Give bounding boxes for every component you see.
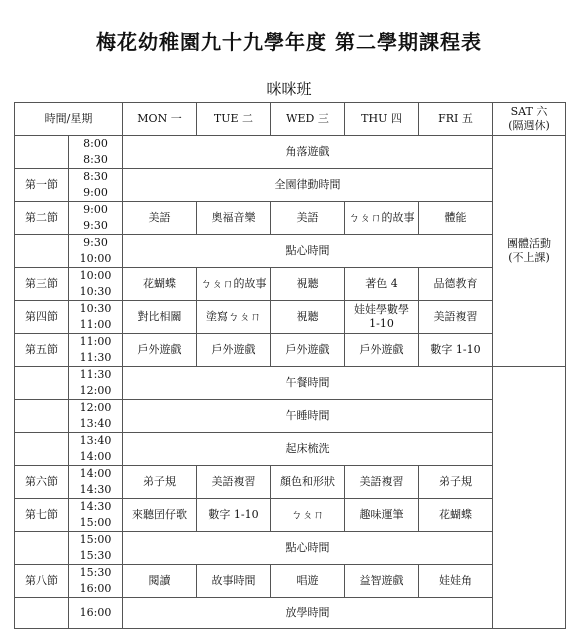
class-cell: 對比相關 [137,310,182,323]
table-row [15,598,566,629]
header-sat-note: (隔週休) [508,119,550,132]
time-end: 10:30 [79,285,112,298]
class-cell: 閱讀 [148,574,171,587]
time-end: 9:00 [83,186,108,199]
header-time-week: 時間/星期 [15,103,123,136]
class-cell-wrap [419,202,493,235]
shared-activity: 放學時間 [123,598,493,629]
table-row [15,367,566,400]
header-row [15,103,566,136]
time-cell [69,169,123,202]
time-end: 13:40 [79,417,112,430]
class-cell-wrap [419,268,493,301]
class-cell-wrap [123,499,197,532]
time-start: 9:00 [83,203,108,216]
class-cell-wrap [345,301,419,334]
page-title: 梅花幼稚園九十九學年度 第二學期課程表 [96,30,482,54]
class-cell-wrap [123,301,197,334]
time-start: 15:00 [79,533,112,546]
class-cell: 故事時間 [211,574,256,587]
time-cell [69,136,123,169]
class-cell-wrap [419,466,493,499]
class-cell: 娃娃學數學 1-10 [354,303,409,330]
class-cell-wrap [271,334,345,367]
class-cell-wrap [271,268,345,301]
class-cell: 益智遊戲 [359,574,404,587]
table-row [15,169,566,202]
table-row [15,235,566,268]
period-label: 第二節 [15,202,69,235]
time-end: 14:30 [79,483,112,496]
class-cell: 花蝴蝶 [439,508,472,521]
class-cell: 數字 1-10 [208,508,259,521]
time-start: 12:00 [79,401,112,414]
class-cell: 戶外遊戲 [285,343,330,356]
time-start: 10:30 [79,302,112,315]
class-cell: 塗寫ㄅㄆㄇ [206,310,261,323]
header-thu: THU 四 [345,103,419,136]
time-start: 8:00 [83,137,108,150]
class-cell-wrap [345,565,419,598]
class-cell-wrap [197,301,271,334]
time-cell [69,565,123,598]
time-start: 11:30 [79,368,112,381]
shared-activity: 全園律動時間 [123,169,493,202]
shared-activity: 角落遊戲 [123,136,493,169]
class-cell-wrap [419,334,493,367]
time-end: 15:00 [79,516,112,529]
time-end: 8:30 [83,153,108,166]
period-label: 第八節 [15,565,69,598]
period-label [15,367,69,400]
class-cell: 戶外遊戲 [137,343,182,356]
class-cell: 唱遊 [296,574,319,587]
time-cell [69,466,123,499]
table-row [15,532,566,565]
period-label [15,400,69,433]
header-mon: MON 一 [123,103,197,136]
class-cell-wrap [197,565,271,598]
class-cell-wrap [271,466,345,499]
schedule-table [14,102,566,629]
class-cell-wrap [123,268,197,301]
saturday-activity-label: 團體活動 [507,237,551,250]
class-cell-wrap [419,499,493,532]
saturday-empty [493,367,566,629]
schedule-body [15,136,566,629]
class-cell-wrap [419,565,493,598]
class-cell: 品德教育 [433,277,478,290]
header-fri: FRI 五 [419,103,493,136]
class-cell: 美語 [296,211,319,224]
saturday-activity-note: (不上課) [508,251,550,264]
time-cell [69,367,123,400]
period-label: 第六節 [15,466,69,499]
class-cell: 弟子規 [439,475,472,488]
header-sat-day: SAT 六 [510,105,548,118]
time-start: 9:30 [83,236,108,249]
time-end: 15:30 [79,549,112,562]
class-cell: 視聽 [296,310,319,323]
header-tue: TUE 二 [197,103,271,136]
class-cell: ㄅㄆㄇ [291,508,324,521]
class-cell-wrap [123,565,197,598]
table-row [15,334,566,367]
class-cell: 花蝴蝶 [143,277,176,290]
class-cell: 美語複習 [359,475,404,488]
time-start: 16:00 [79,606,112,619]
time-cell [69,400,123,433]
time-start: 10:00 [79,269,112,282]
period-label [15,136,69,169]
class-cell: 趣味運筆 [359,508,404,521]
time-end: 16:00 [79,582,112,595]
class-cell: 數字 1-10 [430,343,481,356]
time-cell [69,301,123,334]
class-cell: 視聽 [296,277,319,290]
class-cell-wrap [345,202,419,235]
period-label: 第五節 [15,334,69,367]
class-cell-wrap [197,202,271,235]
time-start: 11:00 [79,335,112,348]
class-cell: 美語複習 [433,310,478,323]
shared-activity: 起床梳洗 [123,433,493,466]
table-row [15,202,566,235]
time-start: 13:40 [79,434,112,447]
period-label [15,235,69,268]
class-cell-wrap [345,268,419,301]
class-cell: 奧福音樂 [211,211,256,224]
class-cell-wrap [123,334,197,367]
time-cell [69,598,123,629]
class-cell: 著色 4 [365,277,398,290]
time-cell [69,532,123,565]
class-cell-wrap [271,202,345,235]
class-cell-wrap [197,466,271,499]
shared-activity: 午餐時間 [123,367,493,400]
period-label [15,532,69,565]
class-cell: 弟子規 [143,475,176,488]
class-cell-wrap [345,499,419,532]
header-sat [493,103,566,136]
class-cell-wrap [345,466,419,499]
time-cell [69,268,123,301]
class-cell-wrap [123,202,197,235]
class-cell: 來聽囝仔歌 [132,508,187,521]
class-cell-wrap [197,499,271,532]
time-start: 8:30 [83,170,108,183]
time-start: 14:30 [79,500,112,513]
time-end: 9:30 [83,219,108,232]
class-cell: 美語複習 [211,475,256,488]
header-wed: WED 三 [271,103,345,136]
class-cell: 戶外遊戲 [359,343,404,356]
class-cell: 體能 [444,211,467,224]
period-label: 第七節 [15,499,69,532]
time-end: 11:30 [79,351,112,364]
time-end: 11:00 [79,318,112,331]
time-cell [69,433,123,466]
period-label: 第四節 [15,301,69,334]
time-cell [69,499,123,532]
period-label: 第三節 [15,268,69,301]
class-name: 咪咪班 [266,80,312,98]
class-cell: 顏色和形狀 [280,475,335,488]
time-cell [69,334,123,367]
class-cell-wrap [419,301,493,334]
class-cell-wrap [123,466,197,499]
class-cell-wrap [271,565,345,598]
shared-activity: 點心時間 [123,532,493,565]
class-cell: 戶外遊戲 [211,343,256,356]
table-row [15,268,566,301]
shared-activity: 點心時間 [123,235,493,268]
class-cell: 美語 [148,211,171,224]
time-cell [69,235,123,268]
table-row [15,466,566,499]
shared-activity: 午睡時間 [123,400,493,433]
time-cell [69,202,123,235]
table-row [15,499,566,532]
class-cell-wrap [197,268,271,301]
table-row [15,565,566,598]
time-end: 10:00 [79,252,112,265]
time-end: 12:00 [79,384,112,397]
table-row [15,136,566,169]
table-row [15,433,566,466]
saturday-activity [493,136,566,367]
period-label [15,598,69,629]
period-label: 第一節 [15,169,69,202]
table-row [15,301,566,334]
time-start: 14:00 [79,467,112,480]
class-cell-wrap [345,334,419,367]
class-cell: 娃娃角 [439,574,472,587]
class-cell: ㄅㄆㄇ的故事 [348,211,415,224]
table-row [15,400,566,433]
class-cell: ㄅㄆㄇ的故事 [200,277,267,290]
class-cell-wrap [271,301,345,334]
class-cell-wrap [271,499,345,532]
time-end: 14:00 [79,450,112,463]
class-cell-wrap [197,334,271,367]
period-label [15,433,69,466]
time-start: 15:30 [79,566,112,579]
